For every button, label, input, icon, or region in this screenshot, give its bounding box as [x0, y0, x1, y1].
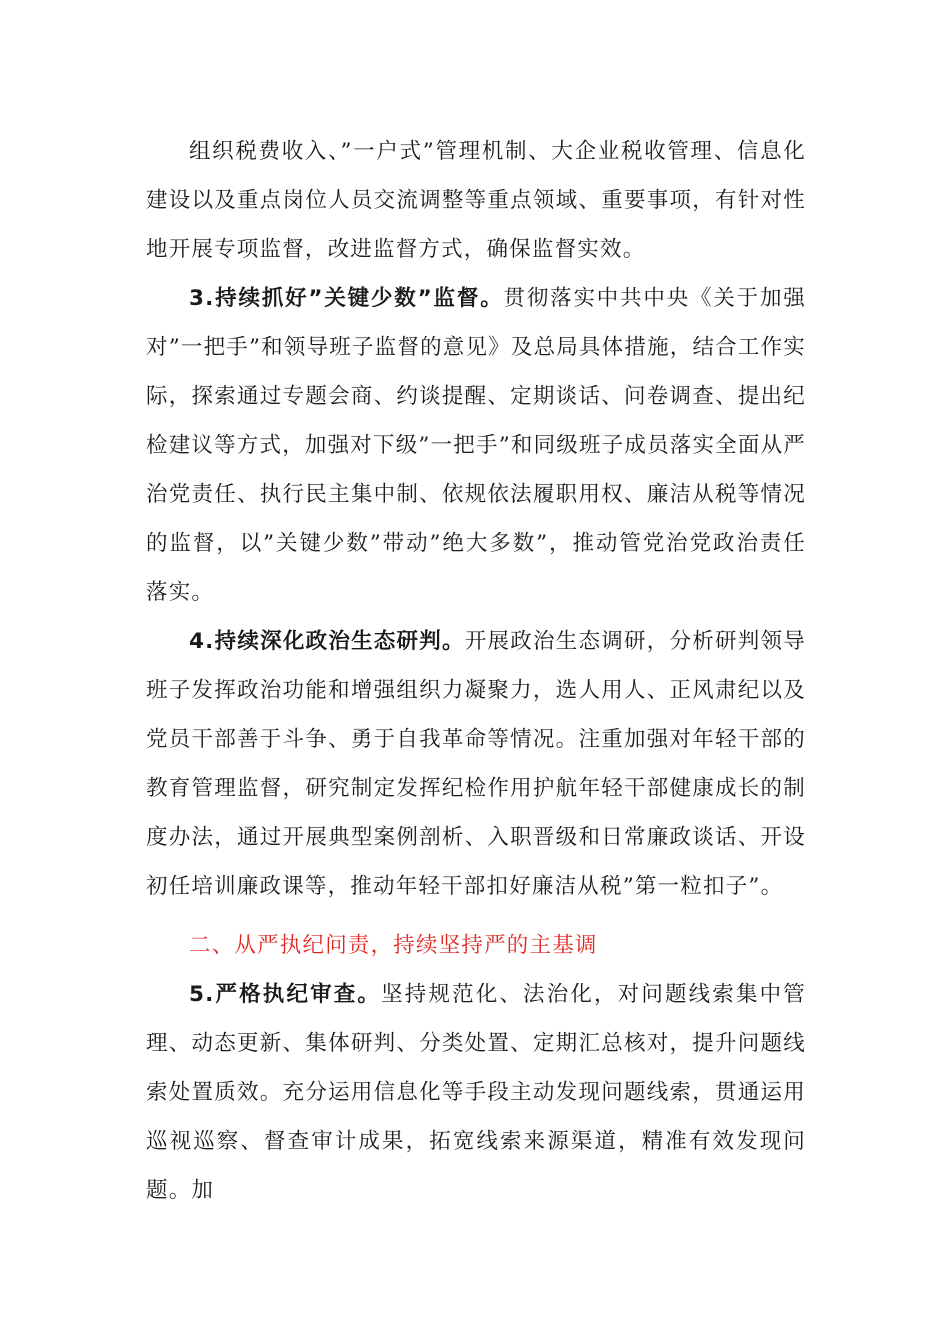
paragraph-text: 坚持规范化、法治化，对问题线索集中管理、动态更新、集体研判、分类处置、定期汇总核对，提升问题线索处置质效。充分运用信息化等手段主动发现问题线索，贯通运用巡视巡察、督查审计成果，拓宽线索来源渠道，精准有效发现问题。加	[146, 982, 806, 1203]
paragraph-title: 3.持续抓好”关键少数”监督。	[189, 286, 504, 311]
paragraph-title: 4.持续深化政治生态研判。	[189, 629, 465, 654]
paragraph-tax-supervision	[146, 127, 806, 274]
section-heading: 二、从严执纪问责，持续坚持严的主基调	[189, 933, 598, 958]
paragraph-text: 开展政治生态调研，分析研判领导班子发挥政治功能和增强组织力凝聚力，选人用人、正风肃纪以及党员干部善于斗争、勇于自我革命等情况。注重加强对年轻干部的教育管理监督，研究制定发挥纪检作用护航年轻干部健康成长的制度办法，通过开展典型案例剖析、入职晋级和日常廉政谈话、开设初任培训廉政课等，推动年轻干部扣好廉洁从税”第一粒扣子”。	[146, 629, 806, 899]
paragraph-key-minority-supervision	[146, 274, 806, 617]
paragraph-political-ecology	[146, 617, 806, 911]
paragraph-text: 贯彻落实中共中央《关于加强对”一把手”和领导班子监督的意见》及总局具体措施，结合工作实际，探索通过专题会商、约谈提醒、定期谈话、问卷调查、提出纪检建议等方式，加强对下级”一把手”和同级班子成员落实全面从严治党责任、执行民主集中制、依规依法履职用权、廉洁从税等情况的监督，以”关键少数”带动”绝大多数”，推动管党治党政治责任落实。	[146, 286, 807, 605]
paragraph-discipline-review	[146, 970, 806, 1215]
paragraph-text: 组织税费收入、”一户式”管理机制、大企业税收管理、信息化建设以及重点岗位人员交流调整等重点领域、重要事项，有针对性地开展专项监督，改进监督方式，确保监督实效。	[146, 139, 806, 262]
paragraph-title: 5.严格执纪审查。	[189, 982, 382, 1007]
